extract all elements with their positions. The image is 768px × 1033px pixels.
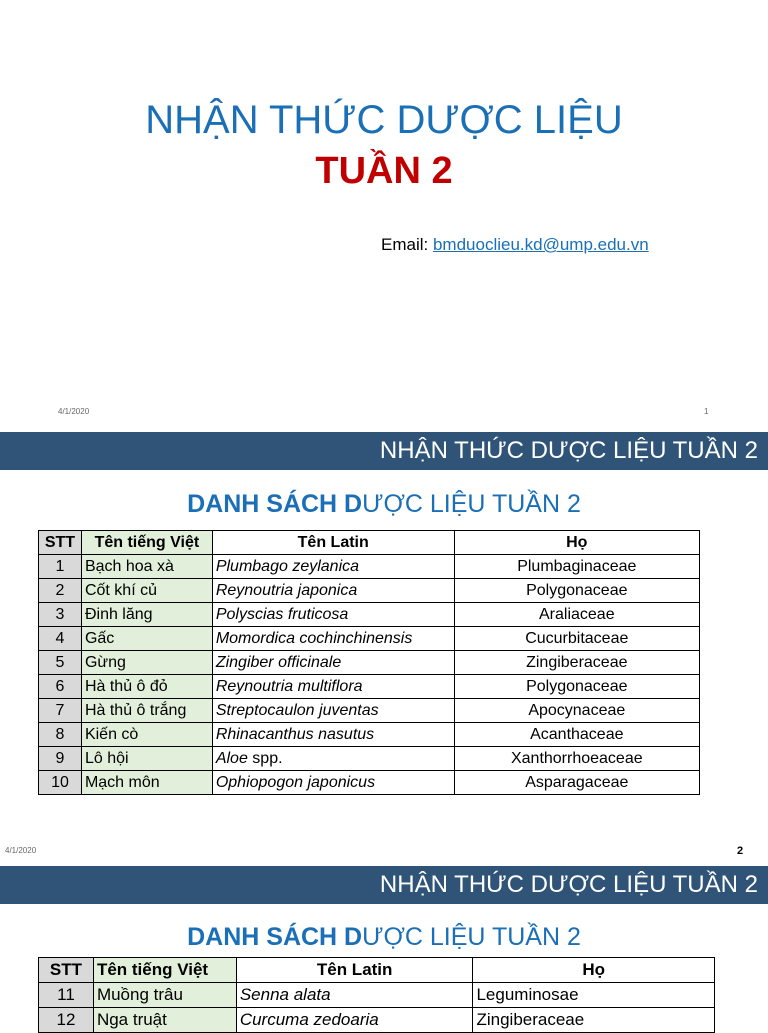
cell-stt: 2 <box>39 579 82 603</box>
cell-ho: Zingiberaceae <box>454 651 699 675</box>
latin-name: Ophiopogon japonicus <box>215 774 376 791</box>
slide-subtitle: TUẦN 2 <box>315 150 453 192</box>
cell-viet: Bạch hoa xà <box>81 555 212 579</box>
cell-latin: Senna alata <box>236 983 473 1008</box>
cell-ho: Polygonaceae <box>454 579 699 603</box>
cell-latin <box>212 723 454 747</box>
cell-ho: Araliaceae <box>454 603 699 627</box>
cell-ho: Plumbaginaceae <box>454 555 699 579</box>
cell-stt: 3 <box>39 603 82 627</box>
cell-stt: 11 <box>39 983 94 1008</box>
cell-ho: Acanthaceae <box>454 723 699 747</box>
table-row <box>39 1008 715 1033</box>
cell-viet: Hà thủ ô trắng <box>81 699 212 723</box>
cell-viet: Nga truật <box>93 1008 236 1033</box>
slide-number: 1 <box>704 407 709 416</box>
header-latin: Tên Latin <box>212 531 454 555</box>
latin-name: Momordica cochinchinensis <box>215 630 413 647</box>
header-stt: STT <box>39 531 82 555</box>
cell-latin <box>212 747 454 771</box>
latin-name: Zingiber officinale <box>215 654 342 671</box>
list-title-rest: ƯỢC LIỆU TUẦN 2 <box>362 923 581 951</box>
email-line <box>381 235 649 255</box>
cell-latin: Curcuma zedoaria <box>236 1008 473 1033</box>
cell-ho: Leguminosae <box>473 983 715 1008</box>
latin-name: Aloe <box>215 750 248 767</box>
list-title <box>0 490 768 519</box>
table-row <box>39 747 700 771</box>
table-row <box>39 579 700 603</box>
cell-latin <box>212 675 454 699</box>
latin-name: Rhinacanthus nasutus <box>215 726 375 743</box>
cell-viet: Đinh lăng <box>81 603 212 627</box>
cell-stt: 1 <box>39 555 82 579</box>
slide-banner <box>0 432 768 470</box>
latin-name: Reynoutria multiflora <box>215 678 363 695</box>
email-label: Email: <box>381 235 433 254</box>
cell-stt: 7 <box>39 699 82 723</box>
cell-latin <box>212 627 454 651</box>
header-stt: STT <box>39 958 94 983</box>
list-title-rest: ƯỢC LIỆU TUẦN 2 <box>362 490 581 518</box>
banner-title: NHẬN THỨC DƯỢC LIỆU TUẦN 2 <box>379 437 758 464</box>
slide-number: 2 <box>737 845 744 857</box>
cell-viet: Gấc <box>81 627 212 651</box>
cell-ho: Asparagaceae <box>454 771 699 795</box>
table-row <box>39 699 700 723</box>
email-link[interactable]: bmduoclieu.kd@ump.edu.vn <box>432 235 649 254</box>
list-title-bold: DANH SÁCH D <box>187 490 363 518</box>
table-row <box>39 983 715 1008</box>
slide-title: NHẬN THỨC DƯỢC LIỆU <box>145 98 623 142</box>
herb-table-1 <box>38 530 700 795</box>
cell-ho: Xanthorrhoeaceae <box>454 747 699 771</box>
latin-name: Plumbago zeylanica <box>215 558 360 575</box>
slide-1 <box>0 0 768 432</box>
cell-latin <box>212 699 454 723</box>
slide-date: 4/1/2020 <box>58 407 90 416</box>
slide-banner <box>0 866 768 904</box>
table-row <box>39 651 700 675</box>
latin-suffix: spp. <box>247 750 283 767</box>
header-viet: Tên tiếng Việt <box>81 531 212 555</box>
cell-viet: Kiến cò <box>81 723 212 747</box>
header-latin: Tên Latin <box>236 958 473 983</box>
cell-latin <box>212 651 454 675</box>
header-ho: Họ <box>454 531 699 555</box>
table-row <box>39 675 700 699</box>
table-row <box>39 603 700 627</box>
herb-table-2 <box>38 957 715 1033</box>
cell-ho: Apocynaceae <box>454 699 699 723</box>
header-viet: Tên tiếng Việt <box>93 958 236 983</box>
header-ho: Họ <box>473 958 715 983</box>
cell-latin <box>212 579 454 603</box>
table-row <box>39 771 700 795</box>
cell-stt: 12 <box>39 1008 94 1033</box>
latin-name: Polyscias fruticosa <box>215 606 349 623</box>
table-header-row <box>39 531 700 555</box>
slide-date: 4/1/2020 <box>5 846 37 855</box>
latin-name: Streptocaulon juventas <box>215 702 379 719</box>
list-title-bold: DANH SÁCH D <box>187 923 363 951</box>
table-row <box>39 723 700 747</box>
cell-viet: Mạch môn <box>81 771 212 795</box>
cell-ho: Zingiberaceae <box>473 1008 715 1033</box>
table-header-row <box>39 958 715 983</box>
banner-title: NHẬN THỨC DƯỢC LIỆU TUẦN 2 <box>379 871 758 898</box>
cell-stt: 8 <box>39 723 82 747</box>
cell-latin <box>212 555 454 579</box>
cell-stt: 5 <box>39 651 82 675</box>
latin-name: Reynoutria japonica <box>215 582 358 599</box>
cell-latin <box>212 771 454 795</box>
cell-viet: Lô hội <box>81 747 212 771</box>
cell-viet: Hà thủ ô đỏ <box>81 675 212 699</box>
table-row <box>39 555 700 579</box>
cell-stt: 10 <box>39 771 82 795</box>
cell-stt: 9 <box>39 747 82 771</box>
list-title <box>0 923 768 952</box>
table-row <box>39 627 700 651</box>
cell-stt: 4 <box>39 627 82 651</box>
cell-viet: Muồng trâu <box>93 983 236 1008</box>
cell-viet: Gừng <box>81 651 212 675</box>
cell-ho: Cucurbitaceae <box>454 627 699 651</box>
cell-latin <box>212 603 454 627</box>
cell-viet: Cốt khí củ <box>81 579 212 603</box>
cell-ho: Polygonaceae <box>454 675 699 699</box>
cell-stt: 6 <box>39 675 82 699</box>
